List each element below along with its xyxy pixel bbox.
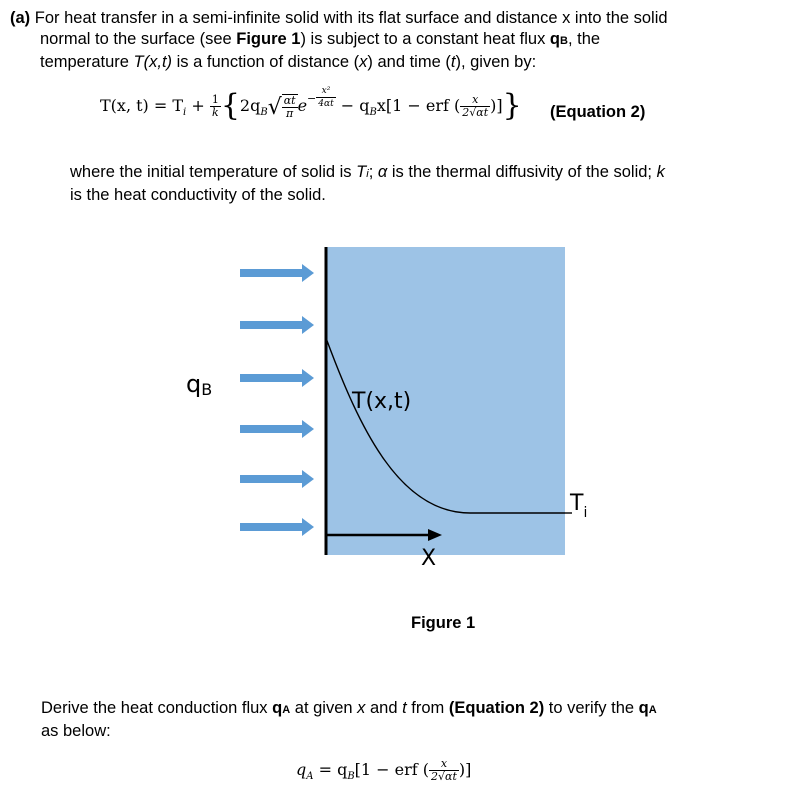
x-label: X [421, 546, 437, 571]
ti-label: $T_i$ [570, 491, 588, 521]
arrow-icon [240, 264, 314, 282]
equation-2-label: (Equation 2) [550, 103, 646, 121]
arrow-icon [240, 316, 314, 334]
part-marker: (a) [10, 9, 31, 27]
one-over-k: $\frac{1}{k}$ [211, 93, 219, 119]
intro-line2: normal to the surface (see Figure 1) is subject to a constant heat flux qB, the [40, 30, 601, 48]
qb-symbol: qB [549, 30, 568, 48]
intro-line1: For heat transfer in a semi-infinite solid with its flat surface and distance x into the solid [34, 9, 668, 27]
arrow-icon [240, 420, 314, 438]
figure-caption: Figure 1 [411, 614, 476, 632]
intro-line3: temperature T(x,t) is a function of distance (x) and time (t), given by: [40, 53, 537, 71]
curve-label: T(x,t) [352, 389, 412, 414]
equation-2: T(x, $t) = T_i$ + $\frac{1}{k}$ {$2q_B√$ $\frac{\alpha t}{\pi}$ e− $\frac{\text{x²}}{4\alpha t}$ − $q_Bx[1$ − erf ( $\frac{x}{2√\alpha t}$ )]} [100, 86, 522, 123]
arrow-icon [240, 369, 314, 387]
where-paragraph: where the initial temperature of solid is Ti; α is the thermal diffusivity of the solid; k is the heat conductivity of the solid. [70, 163, 665, 204]
equation-qa: $q_A = q_B[1$ − erf ( $\frac{x}{2√\alpha t}$ )] [296, 757, 472, 783]
heat-flux-arrows [240, 264, 314, 536]
qb-label: qB [186, 370, 213, 399]
arrow-icon [240, 470, 314, 488]
figure-ref: Figure 1 [236, 30, 301, 48]
derive-paragraph: Derive the heat conduction flux qA at given x and t from (Equation 2) to verify the qA as below: [41, 699, 657, 740]
arrow-icon [240, 518, 314, 536]
